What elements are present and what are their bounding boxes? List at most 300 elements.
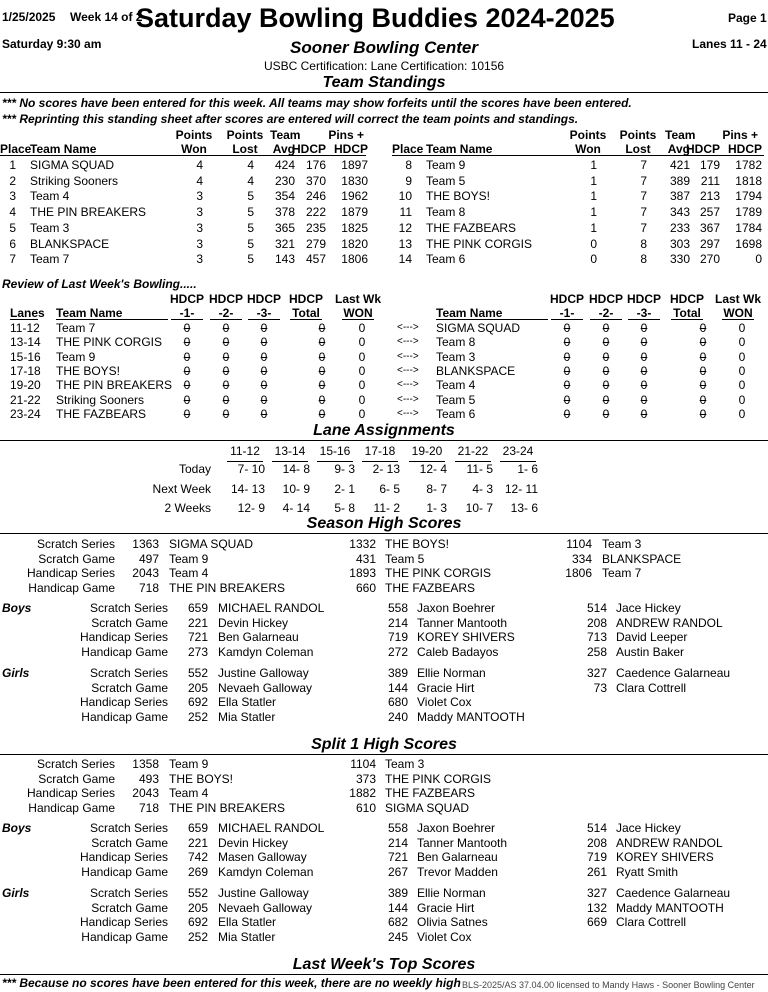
divider <box>0 92 768 93</box>
col-last-wk-top: Last Wk <box>334 292 381 306</box>
girls-high-name: Nevaeh Galloway <box>218 900 313 915</box>
review-score: 0 <box>699 321 707 335</box>
standing-place: 2 <box>9 173 16 188</box>
lane-pair-teams: 14- 13 <box>230 481 265 496</box>
review-team-right: Team 3 <box>436 349 476 364</box>
boys-high-name: Masen Galloway <box>218 850 307 864</box>
standing-place: 10 <box>398 189 412 204</box>
boys-label: Boys <box>2 601 32 615</box>
standing-won: 3 <box>196 252 203 267</box>
girls-high-name: Ella Statler <box>218 915 277 929</box>
review-score: 0 <box>222 364 230 379</box>
team-high-name: Team 3 <box>385 757 425 771</box>
last-week-title: Last Week's Top Scores <box>292 956 476 973</box>
standing-place: 14 <box>398 252 412 267</box>
standings-note-2: *** Reprinting this standing sheet after scores are entered will correct the team points and standings. <box>2 112 579 126</box>
girls-high-name: Olivia Satnes <box>417 915 488 929</box>
team-high-score: 610 <box>355 800 376 815</box>
league-title: Saturday Bowling Buddies 2024-2025 <box>136 3 615 33</box>
review-score: 0 <box>222 335 230 350</box>
boys-high-name: Jace Hickey <box>616 601 681 615</box>
lane-pair-teams: 12- 4 <box>419 462 447 476</box>
lanes-range: Lanes 11 - 24 <box>692 37 767 51</box>
standing-hdcp: 235 <box>305 220 326 235</box>
girls-high-name: Mia Statler <box>218 709 276 724</box>
col-hdcp-top: HDCP <box>669 292 704 306</box>
review-score: 0 <box>602 364 610 379</box>
header-underline <box>590 319 622 320</box>
standing-place: 5 <box>9 220 16 235</box>
lane-pair-header: 23-24 <box>502 444 534 458</box>
standing-won: 1 <box>590 158 597 172</box>
team-high-name: THE PIN BREAKERS <box>169 800 286 815</box>
boys-high-score: 272 <box>387 644 408 659</box>
standing-lost: 5 <box>247 236 254 251</box>
team-high-name: Team 3 <box>602 537 642 551</box>
boys-high-score: 208 <box>586 835 607 850</box>
standing-lost: 7 <box>640 158 647 172</box>
col-hdcp-game: Total <box>292 306 320 320</box>
standing-won: 3 <box>196 205 203 220</box>
standing-place: 4 <box>9 205 16 220</box>
header-underline <box>290 319 322 320</box>
review-lanes: 21-22 <box>10 392 41 407</box>
review-score: 0 <box>260 321 268 335</box>
standing-team-name: Team 7 <box>30 252 70 267</box>
lane-pair-teams: 1- 3 <box>426 501 447 515</box>
boys-high-label: Scratch Game <box>91 835 168 850</box>
girls-high-score: 552 <box>187 886 208 900</box>
standing-hdcp: 270 <box>699 252 720 267</box>
boys-high-name: KOREY SHIVERS <box>417 630 515 644</box>
review-arrow: <---> <box>397 408 419 420</box>
standing-won: 1 <box>590 189 597 204</box>
standing-place: 11 <box>399 205 412 220</box>
team-high-score: 1104 <box>566 537 592 551</box>
review-score: 0 <box>699 407 707 422</box>
review-lanes: 13-14 <box>10 335 41 350</box>
team-high-name: Team 4 <box>169 566 209 580</box>
lane-pair-teams: 11- 2 <box>373 501 400 515</box>
review-won: 0 <box>738 349 746 364</box>
review-arrow: <---> <box>397 393 419 405</box>
col-hdcp-top: HDCP <box>208 292 243 306</box>
boys-high-name: Devin Hickey <box>218 835 289 850</box>
review-team-right: Team 6 <box>436 407 476 422</box>
team-high-score: 1358 <box>132 757 159 771</box>
split-high-title: Split 1 High Scores <box>311 736 457 753</box>
girls-high-name: Gracie Hirt <box>417 900 475 915</box>
team-high-label: Handicap Series <box>26 786 115 800</box>
team-high-score: 1332 <box>349 537 376 551</box>
boys-high-score: 719 <box>387 630 408 644</box>
header-underline <box>10 319 38 320</box>
boys-high-name: MICHAEL RANDOL <box>218 601 325 615</box>
review-arrow: <---> <box>397 365 419 377</box>
col-hdcp-game: -2- <box>218 306 234 320</box>
lane-pair-teams: 2- 1 <box>334 481 355 496</box>
team-high-name: THE BOYS! <box>169 771 234 786</box>
lane-pair-teams: 4- 3 <box>472 481 493 496</box>
day-time: Saturday 9:30 am <box>2 37 102 51</box>
col-team-name-right: Team Name <box>436 306 503 320</box>
boys-high-name: Trevor Madden <box>417 864 498 879</box>
header-underline <box>210 319 242 320</box>
review-score: 0 <box>183 335 191 350</box>
col-hdcp-game: -3- <box>256 306 272 320</box>
standing-avg: 233 <box>669 220 690 235</box>
standing-hdcp: 222 <box>305 205 326 220</box>
standing-team-name: THE FAZBEARS <box>426 220 517 235</box>
review-score: 0 <box>563 335 571 350</box>
girls-high-name: Justine Galloway <box>218 886 309 900</box>
lane-pair-teams: 14- 8 <box>282 462 310 476</box>
standing-lost: 7 <box>640 205 647 220</box>
girls-high-label: Scratch Game <box>91 900 168 915</box>
col-team-avg-top: Team <box>270 128 301 142</box>
girls-high-score: 682 <box>387 915 408 929</box>
girls-high-score: 552 <box>187 666 208 680</box>
review-score: 0 <box>183 378 191 393</box>
review-arrow: <---> <box>397 350 419 362</box>
girls-high-score: 252 <box>187 929 208 944</box>
col-pins-hdcp-top: Pins + <box>722 128 758 142</box>
boys-label: Boys <box>2 821 32 835</box>
girls-high-name: Mia Statler <box>218 929 276 944</box>
lane-pair-header: 17-18 <box>364 444 396 458</box>
standing-place: 9 <box>405 173 412 188</box>
team-high-name: Team 9 <box>169 551 209 566</box>
review-score: 0 <box>222 378 230 393</box>
girls-high-label: Handicap Game <box>81 929 168 944</box>
girls-high-name: Caedence Galarneau <box>616 886 731 900</box>
standing-hdcp: 176 <box>305 158 326 172</box>
standing-pins: 1698 <box>735 236 762 251</box>
boys-high-score: 261 <box>586 864 607 879</box>
girls-high-label: Scratch Series <box>89 666 168 680</box>
review-team-left: Team 9 <box>56 349 96 364</box>
boys-high-name: MICHAEL RANDOL <box>218 821 325 835</box>
review-team-left: THE FAZBEARS <box>56 407 147 422</box>
lane-row-label: 2 Weeks <box>164 501 211 515</box>
review-won: 0 <box>358 349 366 364</box>
standing-team-name: THE PIN BREAKERS <box>30 205 147 220</box>
standing-won: 4 <box>196 158 203 172</box>
header-underline <box>628 319 660 320</box>
lane-pair-teams: 1- 6 <box>517 462 538 476</box>
standing-won: 1 <box>590 205 597 220</box>
team-high-label: Scratch Game <box>38 771 115 786</box>
team-high-name: THE PINK CORGIS <box>385 771 492 786</box>
header-underline <box>171 319 203 320</box>
girls-high-score: 327 <box>586 886 607 900</box>
standing-team-name: Team 3 <box>30 220 70 235</box>
girls-high-score: 252 <box>187 709 208 724</box>
review-score: 0 <box>640 364 648 379</box>
review-score: 0 <box>318 392 326 407</box>
team-high-score: 334 <box>571 551 592 566</box>
standing-lost: 5 <box>247 252 254 267</box>
girls-high-name: Caedence Galarneau <box>616 666 731 680</box>
boys-high-label: Scratch Series <box>89 821 168 835</box>
standing-place: 13 <box>398 236 412 251</box>
standing-won: 1 <box>590 173 597 188</box>
team-high-name: THE FAZBEARS <box>385 580 476 595</box>
standing-pins: 1784 <box>735 220 762 235</box>
standing-hdcp: 246 <box>305 189 326 204</box>
review-score: 0 <box>640 407 648 422</box>
girls-high-score: 692 <box>187 695 208 709</box>
boys-high-score: 208 <box>586 615 607 630</box>
review-won: 0 <box>358 392 366 407</box>
girls-high-name: Ellie Norman <box>417 666 486 680</box>
standing-hdcp: 370 <box>305 173 326 188</box>
review-won: 0 <box>738 335 746 350</box>
standing-team-name: Striking Sooners <box>30 173 119 188</box>
review-team-left: Team 7 <box>56 321 96 335</box>
review-lanes: 11-12 <box>10 321 40 335</box>
standing-pins: 1830 <box>341 173 368 188</box>
review-score: 0 <box>602 349 610 364</box>
girls-high-label: Scratch Series <box>89 886 168 900</box>
divider <box>0 440 768 441</box>
review-score: 0 <box>563 364 571 379</box>
boys-high-score: 214 <box>387 615 408 630</box>
team-high-name: Team 4 <box>169 786 209 800</box>
standing-pins: 1782 <box>735 158 762 172</box>
standing-won: 3 <box>196 220 203 235</box>
team-high-score: 660 <box>355 580 376 595</box>
review-arrow: <---> <box>397 379 419 391</box>
review-score: 0 <box>318 364 326 379</box>
girls-high-score: 205 <box>187 680 208 695</box>
review-arrow: <---> <box>397 322 419 333</box>
lane-pair-teams: 10- 7 <box>465 501 493 515</box>
standing-place: 3 <box>9 189 16 204</box>
boys-high-name: Kamdyn Coleman <box>218 864 314 879</box>
lane-pair-teams: 13- 6 <box>510 501 538 515</box>
girls-label: Girls <box>2 886 30 900</box>
girls-high-name: Ellie Norman <box>417 886 486 900</box>
review-team-right: Team 4 <box>436 378 476 393</box>
review-lanes: 17-18 <box>10 364 41 379</box>
girls-high-score: 245 <box>387 929 408 944</box>
standing-place: 8 <box>405 158 412 172</box>
lane-row-label: Next Week <box>152 481 211 496</box>
review-won: 0 <box>738 378 746 393</box>
lane-row-label: Today <box>178 462 211 476</box>
standing-avg: 387 <box>669 189 690 204</box>
lane-pair-teams: 4- 14 <box>282 501 310 515</box>
col-team-avg-top: Team <box>665 128 696 142</box>
col-hdcp-top: HDCP <box>626 292 661 306</box>
review-lanes: 23-24 <box>10 407 41 422</box>
header-underline <box>722 319 754 320</box>
col-hdcp-game: Total <box>673 306 701 320</box>
team-high-score: 718 <box>138 580 159 595</box>
standing-lost: 8 <box>640 252 647 267</box>
review-score: 0 <box>640 392 648 407</box>
lane-pair-teams: 5- 8 <box>334 501 355 515</box>
standing-pins: 1818 <box>735 173 762 188</box>
col-pins-hdcp: HDCP <box>727 142 762 156</box>
girls-high-score: 144 <box>387 680 408 695</box>
lane-pair-teams: 12- 9 <box>237 501 265 515</box>
lane-pair-teams: 7- 10 <box>237 462 265 476</box>
review-score: 0 <box>222 392 230 407</box>
standing-pins: 1825 <box>341 220 368 235</box>
girls-label: Girls <box>2 666 30 680</box>
girls-high-score: 73 <box>593 680 607 695</box>
boys-high-name: ANDREW RANDOL <box>616 615 723 630</box>
col-last-wk-top: Last Wk <box>714 292 761 306</box>
standing-pins: 1897 <box>341 158 368 172</box>
col-last-wk-won: WON <box>343 306 373 320</box>
boys-high-score: 721 <box>187 630 208 644</box>
team-high-score: 1104 <box>350 757 376 771</box>
boys-high-score: 558 <box>387 821 408 835</box>
review-score: 0 <box>602 335 610 350</box>
standing-team-name: BLANKSPACE <box>30 236 110 251</box>
col-team-avg: Avg <box>667 142 690 156</box>
review-score: 0 <box>260 378 268 393</box>
review-score: 0 <box>602 378 610 393</box>
col-hdcp: HDCP <box>685 142 720 156</box>
standing-hdcp: 367 <box>699 220 720 235</box>
girls-high-score: 669 <box>586 915 607 929</box>
review-won: 0 <box>738 321 746 335</box>
divider <box>0 754 768 755</box>
girls-high-name: Clara Cottrell <box>616 915 687 929</box>
review-score: 0 <box>222 349 230 364</box>
team-high-name: SIGMA SQUAD <box>169 537 254 551</box>
standing-pins: 1962 <box>341 189 368 204</box>
standing-hdcp: 257 <box>699 205 720 220</box>
team-high-score: 497 <box>138 551 159 566</box>
col-hdcp-top: HDCP <box>549 292 584 306</box>
boys-high-score: 659 <box>187 821 208 835</box>
boys-high-name: Ben Galarneau <box>417 850 498 864</box>
review-score: 0 <box>602 321 610 335</box>
standing-won: 4 <box>196 173 203 188</box>
boys-high-name: Kamdyn Coleman <box>218 644 314 659</box>
team-high-score: 373 <box>355 771 376 786</box>
standing-hdcp: 213 <box>699 189 720 204</box>
standing-lost: 7 <box>640 189 647 204</box>
review-score: 0 <box>260 392 268 407</box>
review-team-right: Team 5 <box>436 392 476 407</box>
col-points-won-top: Points <box>569 128 607 142</box>
standing-team-name: THE BOYS! <box>426 189 491 204</box>
review-won: 0 <box>358 335 366 350</box>
standing-team-name: SIGMA SQUAD <box>30 158 115 172</box>
girls-high-score: 205 <box>187 900 208 915</box>
review-team-right: Team 8 <box>436 335 476 350</box>
boys-high-label: Handicap Series <box>79 630 168 644</box>
team-high-score: 1893 <box>349 566 376 580</box>
girls-high-label: Handicap Series <box>79 915 168 929</box>
girls-high-name: Violet Cox <box>417 695 472 709</box>
standing-team-name: Team 8 <box>426 205 466 220</box>
boys-high-name: Tanner Mantooth <box>417 615 508 630</box>
standing-lost: 5 <box>247 189 254 204</box>
review-score: 0 <box>563 378 571 393</box>
lane-assignments-title: Lane Assignments <box>313 422 455 439</box>
review-team-right: BLANKSPACE <box>436 364 516 379</box>
boys-high-name: Jaxon Boehrer <box>417 601 496 615</box>
team-high-label: Handicap Series <box>26 566 115 580</box>
review-score: 0 <box>699 349 707 364</box>
boys-high-score: 258 <box>586 644 607 659</box>
team-high-score: 1882 <box>349 786 376 800</box>
review-score: 0 <box>260 364 268 379</box>
boys-high-name: Jace Hickey <box>616 821 681 835</box>
review-score: 0 <box>183 349 191 364</box>
girls-high-score: 680 <box>387 695 408 709</box>
standing-team-name: Team 6 <box>426 252 466 267</box>
review-score: 0 <box>183 392 191 407</box>
col-points-lost: Lost <box>232 142 258 156</box>
team-high-score: 2043 <box>132 566 159 580</box>
standing-pins: 1806 <box>341 252 368 267</box>
boys-high-name: Tanner Mantooth <box>417 835 508 850</box>
lane-pair-teams: 12- 11 <box>504 481 538 496</box>
divider <box>0 533 768 534</box>
standing-avg: 303 <box>669 236 690 251</box>
standing-hdcp: 211 <box>700 173 720 188</box>
col-hdcp-game: -3- <box>636 306 652 320</box>
col-team-name: Team Name <box>30 142 97 156</box>
girls-high-label: Handicap Game <box>81 709 168 724</box>
team-high-name: THE FAZBEARS <box>385 786 476 800</box>
boys-high-score: 719 <box>586 850 607 864</box>
last-week-note: *** Because no scores have been entered for this week, there are no weekly high <box>2 976 461 990</box>
header-underline <box>0 155 366 156</box>
review-score: 0 <box>699 364 707 379</box>
certification: USBC Certification: Lane Certification: 10156 <box>263 59 505 73</box>
col-points-won: Won <box>575 142 601 156</box>
boys-high-label: Scratch Game <box>91 615 168 630</box>
review-score: 0 <box>260 407 268 422</box>
lane-pair-teams: 10- 9 <box>282 481 310 496</box>
col-lanes: Lanes <box>10 306 45 320</box>
girls-high-name: Ella Statler <box>218 695 277 709</box>
col-points-lost-top: Points <box>226 128 264 142</box>
team-high-score: 1806 <box>565 566 592 580</box>
boys-high-score: 273 <box>187 644 208 659</box>
team-high-name: Team 7 <box>602 566 642 580</box>
review-won: 0 <box>738 407 746 422</box>
team-high-score: 493 <box>138 771 159 786</box>
standing-avg: 330 <box>669 252 690 267</box>
boys-high-score: 221 <box>187 615 208 630</box>
col-hdcp-game: -2- <box>598 306 614 320</box>
team-high-label: Scratch Game <box>38 551 115 566</box>
team-high-name: Team 9 <box>169 757 209 771</box>
season-high-title: Season High Scores <box>306 515 462 532</box>
girls-high-score: 327 <box>586 666 607 680</box>
standing-pins: 1820 <box>341 236 368 251</box>
col-hdcp-top: HDCP <box>288 292 323 306</box>
team-high-name: Team 5 <box>385 551 425 566</box>
standing-won: 0 <box>590 236 597 251</box>
col-hdcp-top: HDCP <box>169 292 204 306</box>
review-score: 0 <box>563 407 571 422</box>
team-high-label: Handicap Game <box>28 800 115 815</box>
lane-pair-header: 19-20 <box>411 444 443 458</box>
header-underline <box>56 319 168 320</box>
standing-lost: 8 <box>640 236 647 251</box>
